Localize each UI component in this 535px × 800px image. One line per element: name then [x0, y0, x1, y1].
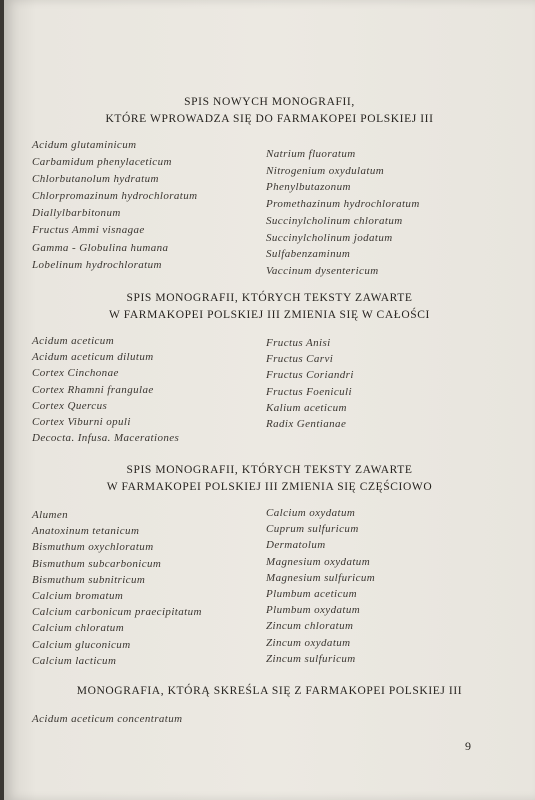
list-item: Radix Gentianae [266, 418, 347, 431]
list-item: Acidum aceticum concentratum [32, 713, 183, 725]
heading-line: SPIS NOWYCH MONOGRAFII, [184, 96, 355, 108]
heading-line: SPIS MONOGRAFII, KTÓRYCH TEKSTY ZAWARTE [126, 292, 413, 304]
list-item: Promethazinum hydrochloratum [266, 198, 420, 211]
list-item: Fructus Anisi [266, 337, 331, 349]
document-page [4, 0, 535, 800]
heading-line: MONOGRAFIA, KTÓRĄ SKREŚLA SIĘ Z FARMAKOPEI POLSKIEJ III [76, 685, 463, 697]
list-item: Calcium lacticum [32, 654, 117, 667]
list-item: Chlorpromazinum hydrochloratum [32, 190, 198, 203]
list-item: Fructus Coriandri [266, 369, 354, 382]
section-3-left-list [32, 507, 202, 669]
list-item: Cortex Viburni opuli [32, 416, 131, 429]
section-4-left-list [32, 711, 183, 727]
list-item: Calcium oxydatum [266, 507, 356, 519]
list-item: Calcium carbonicum praecipitatum [32, 606, 202, 619]
heading-line: KTÓRE WPROWADZA SIĘ DO FARMAKOPEI POLSKIEJ III [105, 113, 434, 125]
list-item: Bismuthum oxychloratum [32, 541, 154, 554]
list-item: Chlorbutanolum hydratum [32, 173, 159, 186]
list-item: Vaccinum dysentericum [266, 264, 379, 277]
list-item: Calcium bromatum [32, 590, 124, 603]
section-1-right-list [266, 146, 420, 280]
list-item: Gamma - Globulina humana [32, 241, 169, 254]
list-item: Natrium fluoratum [266, 148, 356, 160]
list-item: Plumbum aceticum [266, 588, 358, 601]
list-item: Dermatolum [266, 539, 326, 552]
list-item: Zincum sulfuricum [266, 652, 356, 665]
heading-line: SPIS MONOGRAFII, KTÓRYCH TEKSTY ZAWARTE [126, 464, 413, 476]
list-item: Acidum glutaminicum [32, 139, 137, 151]
section-2-left-list [32, 333, 179, 446]
list-item: Succinylcholinum jodatum [266, 231, 393, 244]
list-item: Zincum chloratum [266, 620, 354, 633]
list-item: Magnesium oxydatum [266, 555, 371, 568]
list-item: Calcium chloratum [32, 622, 125, 635]
list-item: Decocta. Infusa. Macerationes [32, 432, 180, 445]
section-2-right-list [266, 335, 354, 432]
section-4-heading [4, 683, 535, 700]
list-item: Acidum aceticum dilutum [32, 351, 154, 364]
list-item: Calcium gluconicum [32, 638, 131, 651]
section-3-right-list [266, 505, 375, 667]
list-item: Bismuthum subnitricum [32, 573, 146, 586]
list-item: Acidum aceticum [32, 335, 115, 347]
section-3-heading [4, 462, 535, 496]
list-item: Carbamidum phenylaceticum [32, 156, 172, 169]
page-number: 9 [465, 739, 471, 753]
list-item: Fructus Ammi visnagae [32, 224, 145, 237]
list-item: Succinylcholinum chloratum [266, 214, 403, 227]
list-item: Cortex Cinchonae [32, 367, 119, 380]
list-item: Anatoxinum tetanicum [32, 525, 140, 538]
list-item: Sulfabenzaminum [266, 248, 351, 261]
section-2-heading [4, 290, 535, 324]
list-item: Plumbum oxydatum [266, 604, 361, 617]
list-item: Kalium aceticum [266, 401, 347, 414]
list-item: Zincum oxydatum [266, 636, 351, 649]
list-item: Phenylbutazonum [266, 181, 351, 194]
list-item: Fructus Foeniculi [266, 385, 352, 398]
list-item: Cortex Quercus [32, 399, 108, 412]
list-item: Lobelinum hydrochloratum [32, 258, 162, 271]
section-1-left-list [32, 137, 198, 274]
list-item: Magnesium sulfuricum [266, 571, 376, 584]
section-1-heading [4, 94, 535, 128]
heading-line: W FARMAKOPEI POLSKIEJ III ZMIENIA SIĘ W CAŁOŚCI [109, 309, 430, 321]
list-item: Diallylbarbitonum [32, 207, 121, 220]
list-item: Alumen [32, 509, 69, 521]
heading-line: W FARMAKOPEI POLSKIEJ III ZMIENIA SIĘ CZĘŚCIOWO [106, 481, 433, 493]
list-item: Fructus Carvi [266, 353, 334, 366]
list-item: Cortex Rhamni frangulae [32, 383, 154, 396]
list-item: Bismuthum subcarbonicum [32, 557, 162, 570]
list-item: Nitrogenium oxydulatum [266, 164, 385, 177]
list-item: Cuprum sulfuricum [266, 523, 359, 536]
